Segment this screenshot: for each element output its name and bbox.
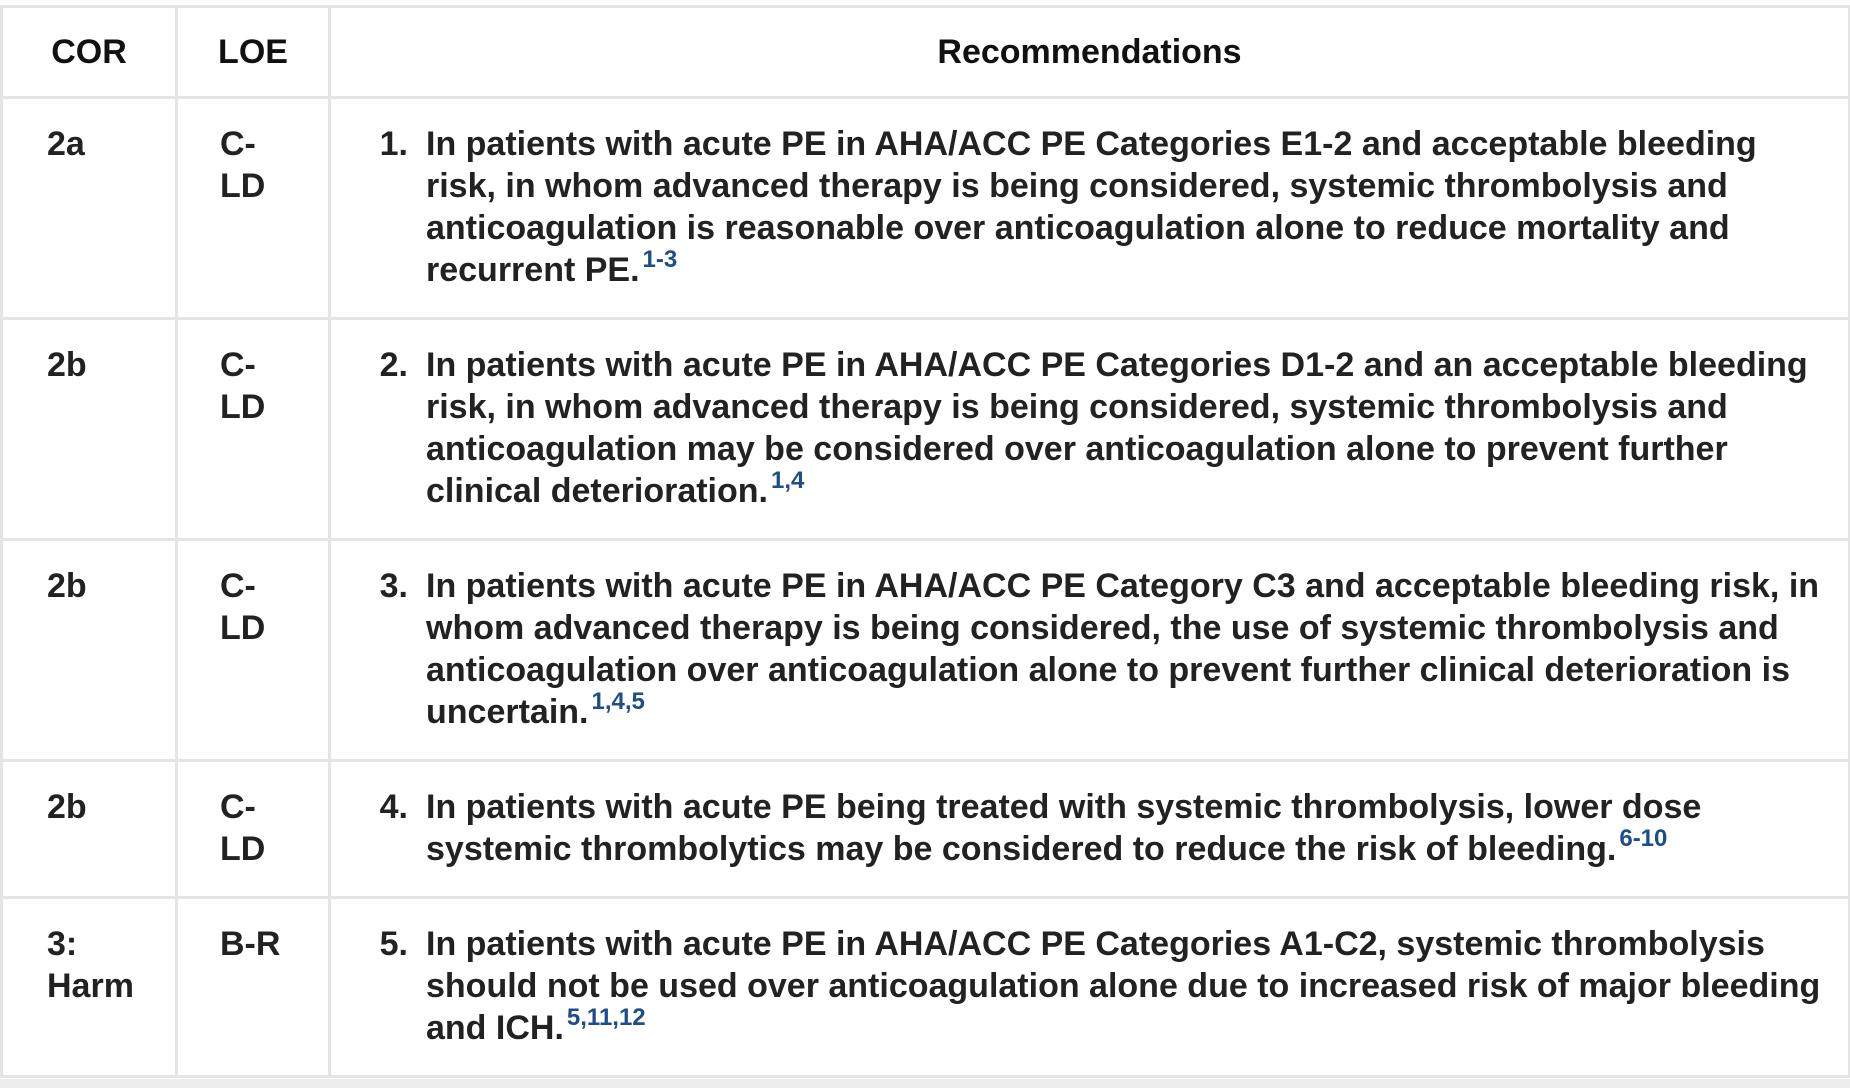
recommendation-text: In patients with acute PE in AHA/ACC PE Categories E1-2 and acceptable bleeding risk, in whom advanced therapy is being considered, systemic thrombolysis and anticoagulation is reasonable over anticoagulation alone to reduce mortality and recurrent PE.: [426, 125, 1757, 289]
recommendation-item: [331, 786, 1826, 870]
cor-value: 2b: [2, 319, 177, 540]
recommendation-number: 2.: [379, 346, 408, 384]
recommendation-number: 5.: [379, 925, 408, 963]
table-row: [2, 761, 1850, 898]
recommendation-text-block: [426, 565, 1826, 733]
header-loe: LOE: [177, 7, 330, 98]
loe-value: [177, 98, 330, 319]
recommendation-item: [331, 123, 1826, 291]
recommendation-item: [331, 344, 1826, 512]
recommendation-text: In patients with acute PE in AHA/ACC PE Categories D1-2 and an acceptable bleeding risk, in whom advanced therapy is being considered, systemic thrombolysis and anticoagulation may be considered over anticoagulation alone to prevent further clinical deterioration.: [426, 346, 1808, 510]
recommendation-text-block: [426, 786, 1826, 870]
loe-text: C-LD: [220, 125, 266, 205]
loe-value: [177, 540, 330, 761]
recommendation-item: [331, 923, 1826, 1049]
recommendation-cell: [330, 319, 1850, 540]
loe-value: B-R: [177, 898, 330, 1077]
header-recommendations: Recommendations: [330, 7, 1850, 98]
cor-value: 2a: [2, 98, 177, 319]
loe-text: C-LD: [220, 567, 266, 647]
reference-link[interactable]: 1,4: [770, 467, 805, 494]
bottom-divider: [0, 1079, 1850, 1088]
recommendation-item: [331, 565, 1826, 733]
recommendations-table-wrapper: [0, 5, 1850, 1078]
cor-value: 2b: [2, 761, 177, 898]
table-row: [2, 540, 1850, 761]
recommendation-text-block: [426, 123, 1826, 291]
cor-value: [2, 898, 177, 1077]
recommendation-text-block: [426, 923, 1826, 1049]
loe-value: [177, 319, 330, 540]
recommendation-cell: [330, 898, 1850, 1077]
reference-link[interactable]: 6-10: [1619, 825, 1668, 852]
recommendation-number: 1.: [379, 125, 408, 163]
recommendation-number: 4.: [379, 788, 408, 826]
recommendation-cell: [330, 540, 1850, 761]
loe-value: [177, 761, 330, 898]
table-row: [2, 319, 1850, 540]
recommendation-text: In patients with acute PE in AHA/ACC PE Categories A1-C2, systemic thrombolysis should not be used over anticoagulation alone due to increased risk of major bleeding and ICH.: [426, 925, 1821, 1047]
recommendation-text-block: [426, 344, 1826, 512]
cor-value: 2b: [2, 540, 177, 761]
header-cor: COR: [2, 7, 177, 98]
recommendations-table: [0, 5, 1850, 1078]
table-row: [2, 98, 1850, 319]
table-header-row: [2, 7, 1850, 98]
recommendation-cell: [330, 98, 1850, 319]
loe-text: C-LD: [220, 346, 266, 426]
cor-text: 3: Harm: [47, 925, 134, 1005]
loe-text: C-LD: [220, 788, 266, 868]
table-row: [2, 898, 1850, 1077]
reference-link[interactable]: 1,4,5: [591, 688, 645, 715]
recommendation-text: In patients with acute PE being treated with systemic thrombolysis, lower dose systemic thrombolytics may be considered to reduce the risk of bleeding.: [426, 788, 1702, 868]
reference-link[interactable]: 1-3: [642, 246, 678, 273]
reference-link[interactable]: 5,11,12: [566, 1004, 646, 1031]
recommendation-cell: [330, 761, 1850, 898]
recommendation-number: 3.: [379, 567, 408, 605]
recommendation-text: In patients with acute PE in AHA/ACC PE Category C3 and acceptable bleeding risk, in whom advanced therapy is being considered, the use of systemic thrombolysis and anticoagulation over anticoagulation alone to prevent further clinical deterioration is uncertain.: [426, 567, 1820, 731]
